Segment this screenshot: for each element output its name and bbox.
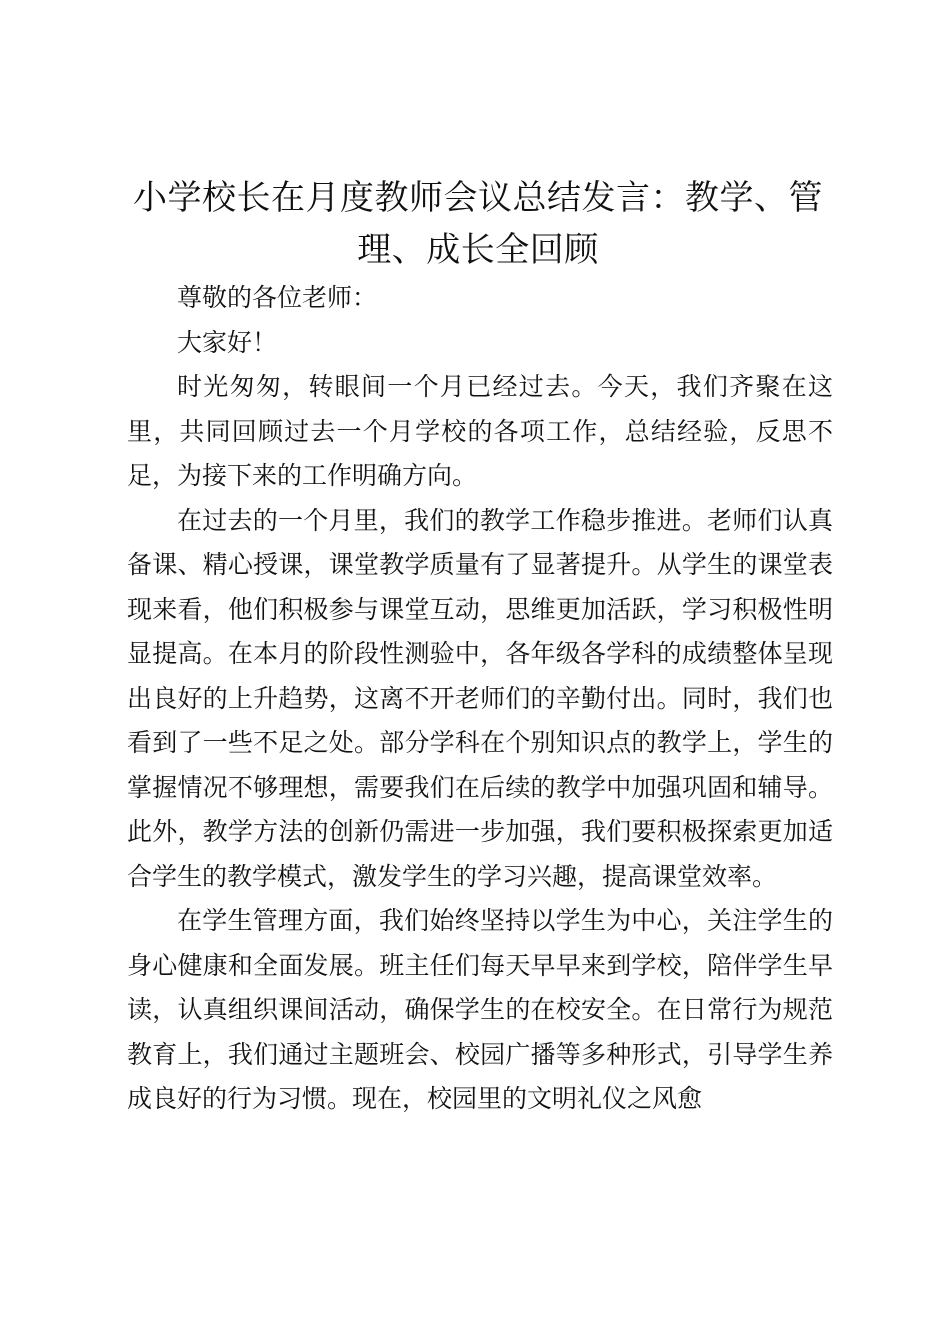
paragraph-student-management: 在学生管理方面，我们始终坚持以学生为中心，关注学生的身心健康和全面发展。班主任们每天早早来到学校，陪伴学生早读，认真组织课间活动，确保学生的在校安全。在日常行为规范教育上，我们通过主题班会、校园广播等多种形式，引导学生养成良好的行为习惯。现在，校园里的文明礼仪之风愈: [127, 906, 833, 1113]
document-body: [127, 276, 833, 1122]
greeting: 大家好！: [177, 327, 278, 357]
paragraph-teaching: 在过去的一个月里，我们的教学工作稳步推进。老师们认真备课、精心授课，课堂教学质量有了显著提升。从学生的课堂表现来看，他们积极参与课堂互动，思维更加活跃，学习积极性明显提高。在本月的阶段性测验中，各年级各学科的成绩整体呈现出良好的上升趋势，这离不开老师们的辛勤付出。同时，我们也看到了一些不足之处。部分学科在个别知识点的教学上，学生的掌握情况不够理想，需要我们在后续的教学中加强巩固和辅导。此外，教学方法的创新仍需进一步加强，我们要积极探索更加适合学生的教学模式，激发学生的学习兴趣，提高课堂效率。: [127, 505, 833, 891]
document-title: 小学校长在月度教师会议总结发言：教学、管理、成长全回顾: [133, 178, 823, 270]
paragraph-intro: 时光匆匆，转眼间一个月已经过去。今天，我们齐聚在这里，共同回顾过去一个月学校的各项工作，总结经验，反思不足，为接下来的工作明确方向。: [127, 372, 833, 490]
salutation: 尊敬的各位老师：: [177, 283, 378, 312]
